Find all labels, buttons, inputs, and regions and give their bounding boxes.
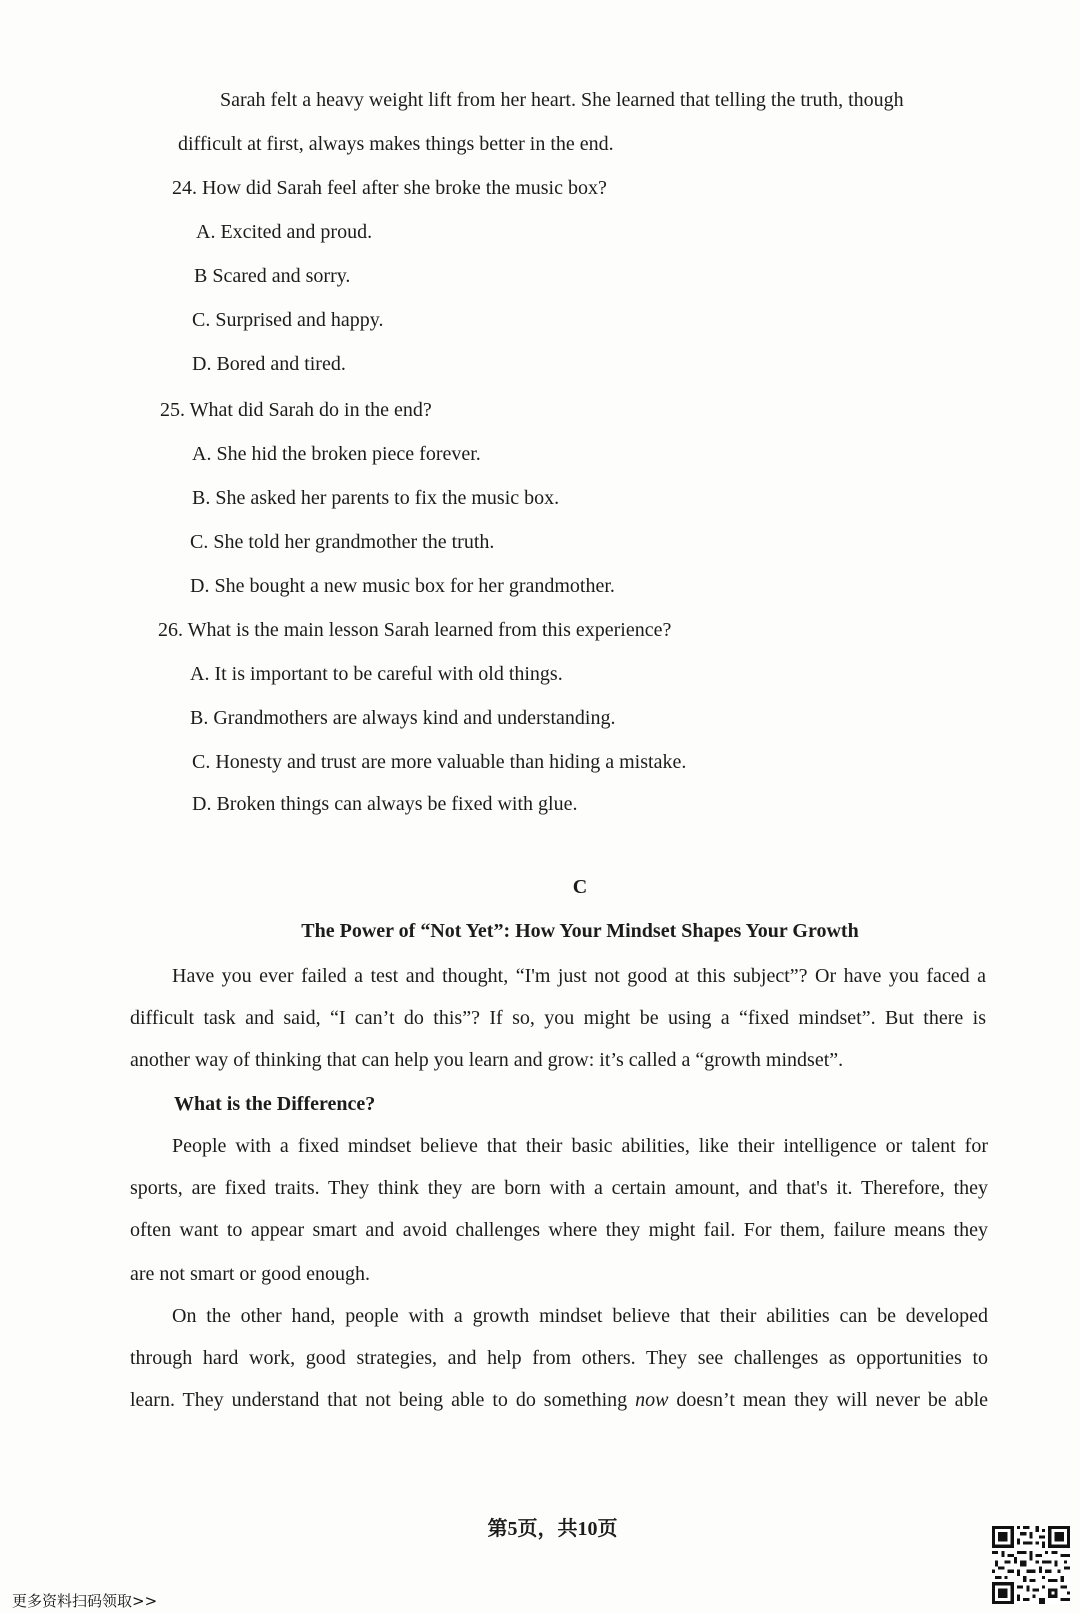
question-24-stem: 24. How did Sarah feel after she broke the music box? bbox=[172, 177, 607, 199]
passage-title: The Power of “Not Yet”: How Your Mindset Shapes Your Growth bbox=[301, 920, 859, 942]
para1-line-3: another way of thinking that can help you learn and grow: it’s called a “growth mindset”. bbox=[130, 1049, 844, 1071]
question-26-stem: 26. What is the main lesson Sarah learned from this experience? bbox=[158, 619, 672, 641]
question-24-option-a: A. Excited and proud. bbox=[196, 221, 373, 243]
subheading: What is the Difference? bbox=[174, 1093, 376, 1115]
question-26-option-b: B. Grandmothers are always kind and understanding. bbox=[190, 707, 616, 729]
question-25-option-d: D. She bought a new music box for her grandmother. bbox=[190, 575, 615, 597]
question-24-option-b: B Scared and sorry. bbox=[194, 265, 351, 287]
para2-line-2: sports, are fixed traits. They think they are born with a certain amount, and that's it. Therefore, they bbox=[130, 1177, 988, 1199]
para3-line-3-before: learn. They understand that not being able to do something bbox=[130, 1389, 636, 1411]
para3-line-1: On the other hand, people with a growth mindset believe that their abilities can be developed bbox=[172, 1305, 988, 1327]
question-25-option-a: A. She hid the broken piece forever. bbox=[192, 443, 481, 465]
question-26-option-a: A. It is important to be careful with old things. bbox=[190, 663, 563, 685]
para2-line-3: often want to appear smart and avoid challenges where they might fail. For them, failure means they bbox=[130, 1219, 988, 1241]
question-25-option-b: B. She asked her parents to fix the music box. bbox=[192, 487, 560, 509]
para3-line-3-after: doesn’t mean they will never be able bbox=[668, 1389, 988, 1411]
more-resources-note: 更多资料扫码领取>> bbox=[12, 1592, 158, 1610]
para1-line-2: difficult task and said, “I can’t do this”? If so, you might be using a “fixed mindset”. But there is bbox=[130, 1007, 986, 1029]
qr-code-icon[interactable] bbox=[992, 1526, 1070, 1604]
question-24-option-c: C. Surprised and happy. bbox=[192, 309, 384, 331]
para3-line-3-emphasis: now bbox=[635, 1389, 669, 1411]
para2-line-1: People with a fixed mindset believe that their basic abilities, like their intelligence or talent for bbox=[172, 1135, 988, 1157]
passage-end-line-2: difficult at first, always makes things better in the end. bbox=[178, 133, 614, 155]
question-25-stem: 25. What did Sarah do in the end? bbox=[160, 399, 432, 421]
para2-line-4: are not smart or good enough. bbox=[130, 1263, 370, 1285]
question-24-option-d: D. Bored and tired. bbox=[192, 353, 346, 375]
section-letter: C bbox=[572, 876, 588, 898]
question-26-option-c: C. Honesty and trust are more valuable than hiding a mistake. bbox=[192, 751, 687, 773]
page-number: 第5页，共10页 bbox=[487, 1518, 618, 1540]
question-26-option-d: D. Broken things can always be fixed with glue. bbox=[192, 793, 578, 815]
para3-line-2: through hard work, good strategies, and help from others. They see challenges as opportunities to bbox=[130, 1347, 988, 1369]
question-25-option-c: C. She told her grandmother the truth. bbox=[190, 531, 495, 553]
para1-line-1: Have you ever failed a test and thought, “I'm just not good at this subject”? Or have you faced a bbox=[172, 965, 986, 987]
passage-end-line-1: Sarah felt a heavy weight lift from her heart. She learned that telling the truth, though bbox=[220, 89, 904, 111]
para3-line-3 bbox=[130, 1386, 988, 1414]
